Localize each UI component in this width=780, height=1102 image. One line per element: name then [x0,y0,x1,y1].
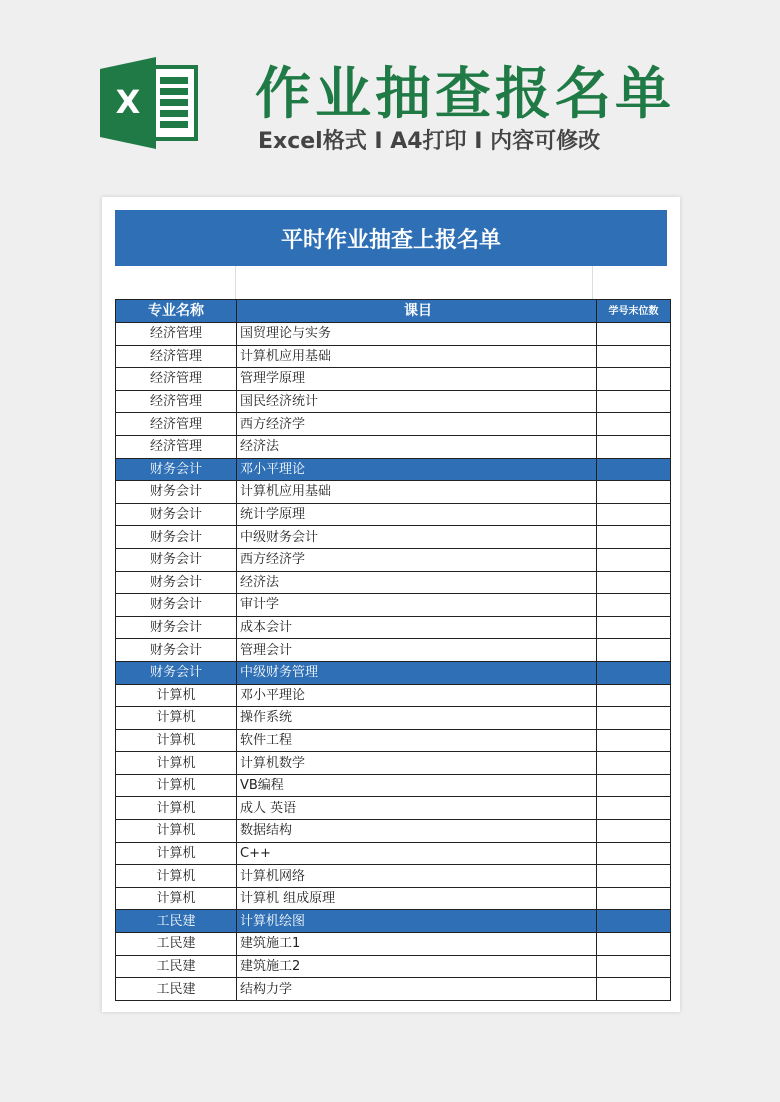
major-cell[interactable]: 财务会计 [116,503,237,526]
course-cell[interactable]: 成人 英语 [237,797,597,820]
table-row [116,368,671,391]
student-digit-cell[interactable] [597,842,671,865]
course-cell[interactable]: 建筑施工1 [237,933,597,956]
table-row [116,707,671,730]
course-cell[interactable]: 统计学原理 [237,503,597,526]
course-cell[interactable]: VB编程 [237,774,597,797]
course-cell[interactable]: 审计学 [237,594,597,617]
student-digit-cell[interactable] [597,345,671,368]
major-cell[interactable]: 财务会计 [116,661,237,684]
table-row [116,616,671,639]
course-cell[interactable]: C++ [237,842,597,865]
student-digit-cell[interactable] [597,955,671,978]
table-row [116,774,671,797]
major-cell[interactable]: 计算机 [116,752,237,775]
student-digit-cell[interactable] [597,481,671,504]
student-digit-cell[interactable] [597,390,671,413]
table-row [116,661,671,684]
table-row [116,978,671,1001]
table-row [116,729,671,752]
student-digit-cell[interactable] [597,820,671,843]
svg-text:X: X [115,83,141,121]
major-cell[interactable]: 财务会计 [116,526,237,549]
col-major: 专业名称 [116,300,237,323]
student-digit-cell[interactable] [597,684,671,707]
major-cell[interactable]: 计算机 [116,865,237,888]
sheet-title: 平时作业抽查上报名单 [115,210,667,266]
page-title: 作业抽查报名单 [255,62,675,127]
student-digit-cell[interactable] [597,729,671,752]
student-digit-cell[interactable] [597,413,671,436]
table-row [116,548,671,571]
course-cell[interactable]: 计算机应用基础 [237,345,597,368]
student-digit-cell[interactable] [597,774,671,797]
major-cell[interactable]: 财务会计 [116,458,237,481]
student-digit-cell[interactable] [597,865,671,888]
major-cell[interactable]: 经济管理 [116,345,237,368]
table-row [116,820,671,843]
major-cell[interactable]: 财务会计 [116,616,237,639]
major-cell[interactable]: 财务会计 [116,594,237,617]
col-student-digit: 学号末位数 [597,300,671,323]
student-digit-cell[interactable] [597,458,671,481]
table-row [116,345,671,368]
student-digit-cell[interactable] [597,933,671,956]
major-cell[interactable]: 计算机 [116,707,237,730]
major-cell[interactable]: 工民建 [116,910,237,933]
table-row [116,503,671,526]
student-digit-cell[interactable] [597,797,671,820]
table-row [116,481,671,504]
student-digit-cell[interactable] [597,571,671,594]
course-cell[interactable]: 管理学原理 [237,368,597,391]
student-digit-cell[interactable] [597,503,671,526]
major-cell[interactable]: 财务会计 [116,481,237,504]
course-cell[interactable]: 国民经济统计 [237,390,597,413]
major-cell[interactable]: 计算机 [116,684,237,707]
table-row [116,933,671,956]
course-cell[interactable]: 计算机应用基础 [237,481,597,504]
course-cell[interactable]: 建筑施工2 [237,955,597,978]
course-cell[interactable]: 管理会计 [237,639,597,662]
student-digit-cell[interactable] [597,752,671,775]
major-cell[interactable]: 计算机 [116,729,237,752]
course-cell[interactable]: 西方经济学 [237,548,597,571]
table-row [116,639,671,662]
major-cell[interactable]: 财务会计 [116,548,237,571]
major-cell[interactable]: 计算机 [116,887,237,910]
course-cell[interactable]: 计算机 组成原理 [237,887,597,910]
student-digit-cell[interactable] [597,707,671,730]
col-course: 课目 [237,300,597,323]
course-cell[interactable]: 成本会计 [237,616,597,639]
table-row [116,435,671,458]
table-row [116,413,671,436]
course-cell[interactable]: 经济法 [237,571,597,594]
student-digit-cell[interactable] [597,323,671,346]
course-cell[interactable]: 邓小平理论 [237,684,597,707]
major-cell[interactable]: 财务会计 [116,571,237,594]
course-cell[interactable]: 软件工程 [237,729,597,752]
student-digit-cell[interactable] [597,435,671,458]
major-cell[interactable]: 经济管理 [116,323,237,346]
course-cell[interactable]: 计算机网络 [237,865,597,888]
major-cell[interactable]: 计算机 [116,820,237,843]
course-cell[interactable]: 计算机数学 [237,752,597,775]
student-digit-cell[interactable] [597,661,671,684]
major-cell[interactable]: 计算机 [116,842,237,865]
major-cell[interactable]: 工民建 [116,933,237,956]
course-cell[interactable]: 中级财务管理 [237,661,597,684]
table-row [116,684,671,707]
table-row [116,752,671,775]
table-row [116,594,671,617]
table-header [116,300,671,323]
blank-row [115,266,667,299]
course-cell[interactable]: 中级财务会计 [237,526,597,549]
course-cell[interactable]: 数据结构 [237,820,597,843]
table-row [116,390,671,413]
student-digit-cell[interactable] [597,639,671,662]
major-cell[interactable]: 财务会计 [116,639,237,662]
student-digit-cell[interactable] [597,594,671,617]
major-cell[interactable]: 计算机 [116,774,237,797]
course-cell[interactable]: 国贸理论与实务 [237,323,597,346]
major-cell[interactable]: 经济管理 [116,390,237,413]
course-cell[interactable]: 结构力学 [237,978,597,1001]
table-row [116,955,671,978]
table-row [116,526,671,549]
course-cell[interactable]: 西方经济学 [237,413,597,436]
course-cell[interactable]: 操作系统 [237,707,597,730]
major-cell[interactable]: 经济管理 [116,413,237,436]
student-digit-cell[interactable] [597,526,671,549]
table-row [116,571,671,594]
course-cell[interactable]: 经济法 [237,435,597,458]
table-row [116,887,671,910]
table-row [116,797,671,820]
course-table [115,299,671,1001]
table-row [116,910,671,933]
table-row [116,458,671,481]
major-cell[interactable]: 经济管理 [116,435,237,458]
excel-logo-icon [100,57,200,149]
table-row [116,323,671,346]
major-cell[interactable]: 工民建 [116,955,237,978]
page-subtitle: Excel格式 I A4打印 I 内容可修改 [258,129,601,154]
student-digit-cell[interactable] [597,368,671,391]
course-cell[interactable]: 计算机绘图 [237,910,597,933]
major-cell[interactable]: 计算机 [116,797,237,820]
student-digit-cell[interactable] [597,910,671,933]
course-cell[interactable]: 邓小平理论 [237,458,597,481]
student-digit-cell[interactable] [597,548,671,571]
student-digit-cell[interactable] [597,616,671,639]
major-cell[interactable]: 经济管理 [116,368,237,391]
student-digit-cell[interactable] [597,887,671,910]
student-digit-cell[interactable] [597,978,671,1001]
table-row [116,865,671,888]
table-row [116,842,671,865]
major-cell[interactable]: 工民建 [116,978,237,1001]
